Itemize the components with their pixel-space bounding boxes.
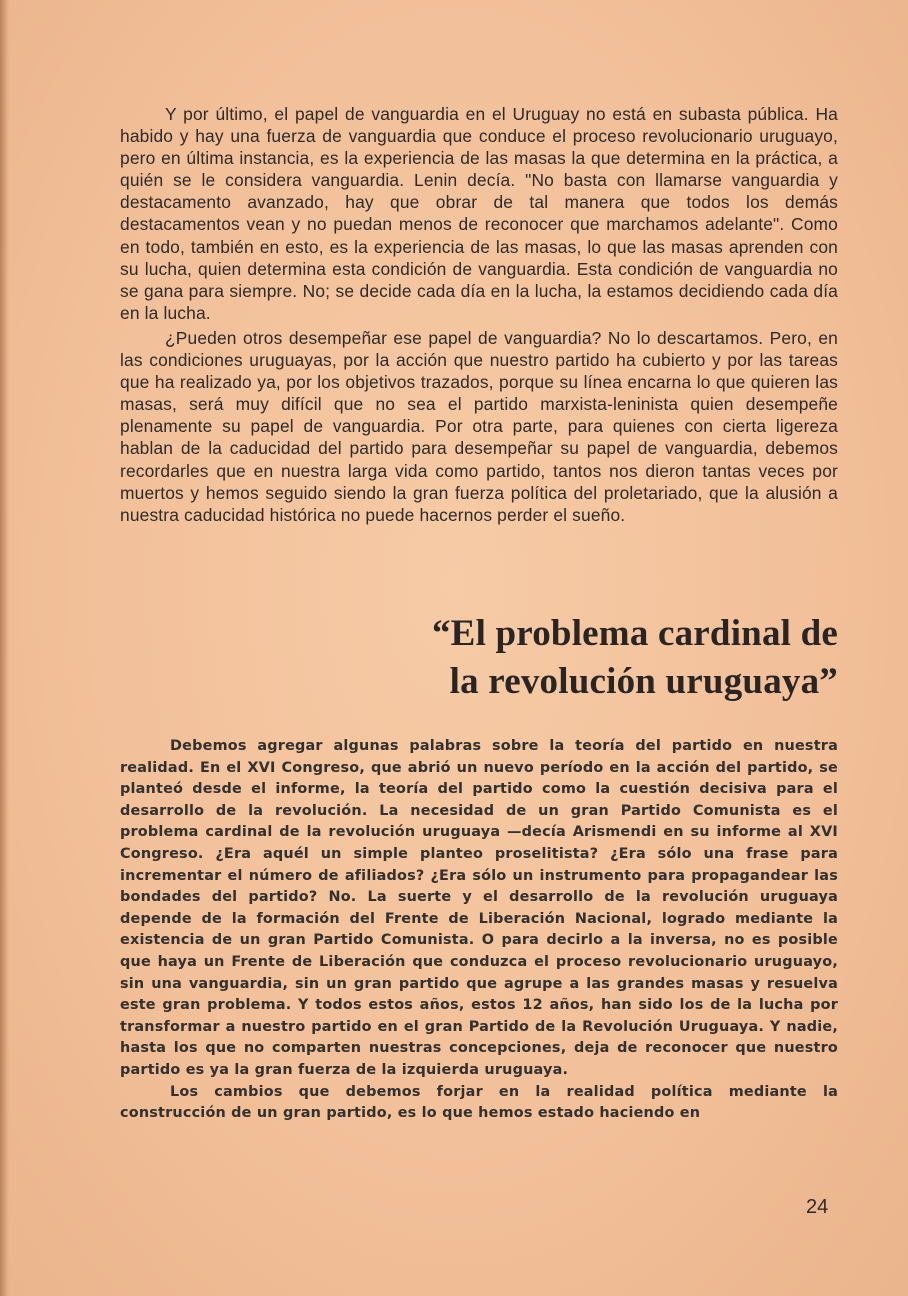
- section-heading: [360, 610, 838, 706]
- paragraph-otros: ¿Pueden otros desempeñar ese papel de vanguardia? No lo descartamos. Pero, en las condiciones uruguayas, por la acción que nuestro partido ha cubierto y por las tareas que ha realizado ya, por los objetivos trazados, porque su línea encarna lo que quieren las masas, será muy difícil que no sea el partido marxista-leninista quien desempeñe plenamente su papel de vanguardia. Por otra parte, para quienes con cierta ligereza hablan de la caducidad del partido para desempeñar su papel de vanguardia, debemos recordarles que en nuestra larga vida como partido, tantos nos dieron tantas veces por muertos y hemos seguido siendo la gran fuerza política del proletariado, que la alusión a nuestra caducidad histórica no puede hacernos perder el sueño.: [120, 327, 838, 525]
- page-binding-edge: [0, 0, 9, 1296]
- body-text: [120, 103, 838, 526]
- paragraph-teoria-partido: Debemos agregar algunas palabras sobre la teoría del partido en nuestra realidad. En el XVI Congreso, que abrió un nuevo período en la acción del partido, se planteó desde el informe, la teoría del partido como la cuestión decisiva para el desarrollo de la revolución. La necesidad de un gran Partido Comunista es el problema cardinal de la revolución uruguaya —decía Arismendi en su informe al XVI Congreso. ¿Era aquél un simple planteo proselitista? ¿Era sólo una frase para incrementar el número de afiliados? ¿Era sólo un instrumento para propagandear las bondades del partido? No. La suerte y el desarrollo de la revolución uruguaya depende de la formación del Frente de Liberación Nacional, logrado mediante la existencia de un gran Partido Comunista. O para decirlo a la inversa, no es posible que haya un Frente de Liberación que conduzca el proceso revolucionario uruguayo, sin una vanguardia, sin un gran partido que agrupe a las grandes masas y resuelva este gran problema. Y todos estos años, estos 12 años, han sido los de la lucha por transformar a nuestro partido en el gran Partido de la Revolución Uruguaya. Y nadie, hasta los que no comparten nuestras concepciones, deja de reconocer que nuestro partido es ya la gran fuerza de la izquierda uruguaya.: [120, 738, 838, 1078]
- section-heading-line-2: la revolución uruguaya”: [449, 661, 838, 702]
- section-heading-line-1: “El problema cardinal de: [431, 613, 838, 654]
- page-number: 24: [806, 1196, 829, 1218]
- section-text: [120, 736, 838, 1125]
- paragraph-cambios: Los cambios que debemos forjar en la realidad política mediante la construcción de un gran partido, es lo que hemos estado haciendo en: [120, 1083, 838, 1122]
- paragraph-vanguardia: Y por último, el papel de vanguardia en el Uruguay no está en subasta pública. Ha habido y hay una fuerza de vanguardia que conduce el proceso revolucionario uruguayo, pero en última instancia, es la experiencia de las masas la que determina en la práctica, a quién se le considera vanguardia. Lenin decía. "No basta con llamarse vanguardia y destacamento avanzado, hay que obrar de tal manera que todos los demás destacamentos vean y no puedan menos de reconocer que marchamos adelante". Como en todo, también en esto, es la experiencia de las masas, lo que las masas aprenden con su lucha, quien determina esta condición de vanguardia. Esta condición de vanguardia no se gana para siempre. No; se decide cada día en la lucha, la estamos decidiendo cada día en la lucha.: [120, 104, 838, 323]
